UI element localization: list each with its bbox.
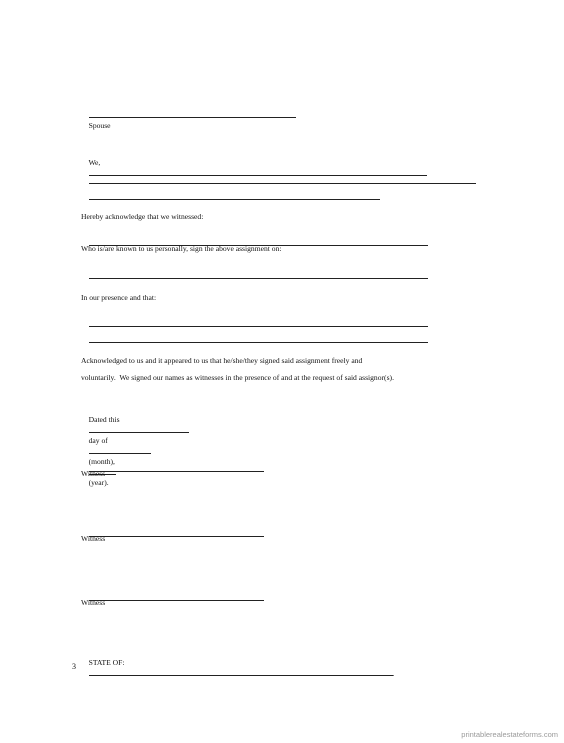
spouse-signature-field[interactable] <box>89 110 296 118</box>
state-row <box>81 648 395 689</box>
state-field[interactable] <box>89 668 393 676</box>
day-of-label: day of <box>88 436 108 445</box>
witness-1-signature-row <box>81 454 264 485</box>
presence-row-2 <box>81 325 428 356</box>
month-label: (month), <box>88 457 115 466</box>
spouse-label: Spouse <box>88 121 111 130</box>
hereby-text: Hereby acknowledge that we witnessed: <box>81 212 204 221</box>
presence-field-2[interactable] <box>89 335 428 343</box>
we-label: We, <box>88 158 101 167</box>
year-label: (year). <box>88 478 109 487</box>
we-names-field-3[interactable] <box>89 192 380 200</box>
dated-this-label: Dated this <box>88 415 120 424</box>
footer-watermark: printablerealestateforms.com <box>461 730 558 739</box>
ack-line-2: voluntarily. We signed our names as witnesses in the presence of and at the request of said assignor(s). <box>81 373 394 382</box>
page-number: 3 <box>72 662 76 671</box>
witness-3-label: Witness <box>81 598 106 607</box>
witness-1-signature-field[interactable] <box>89 464 264 472</box>
witness-2-signature-field[interactable] <box>89 529 264 537</box>
state-end: . <box>392 669 395 678</box>
state-label: STATE OF: <box>88 658 125 667</box>
ack-line-1: Acknowledged to us and it appeared to us that he/she/they signed said assignment freely and <box>81 356 363 365</box>
we-row-3 <box>81 182 380 213</box>
assignment-date-row <box>81 261 428 292</box>
witness-1-label: Witness <box>81 469 106 478</box>
witness-3-signature-row <box>81 583 264 614</box>
presence-text: In our presence and that: <box>81 293 157 302</box>
spouse-row <box>81 100 296 141</box>
assignment-date-field[interactable] <box>89 271 428 279</box>
dated-month-field[interactable] <box>89 446 151 454</box>
dated-day-field[interactable] <box>89 425 189 433</box>
witness-2-signature-row <box>81 519 264 550</box>
witness-2-label: Witness <box>81 534 106 543</box>
witness-3-signature-field[interactable] <box>89 593 264 601</box>
who-known-text: Who is/are known to us personally, sign the above assignment on: <box>81 244 282 253</box>
